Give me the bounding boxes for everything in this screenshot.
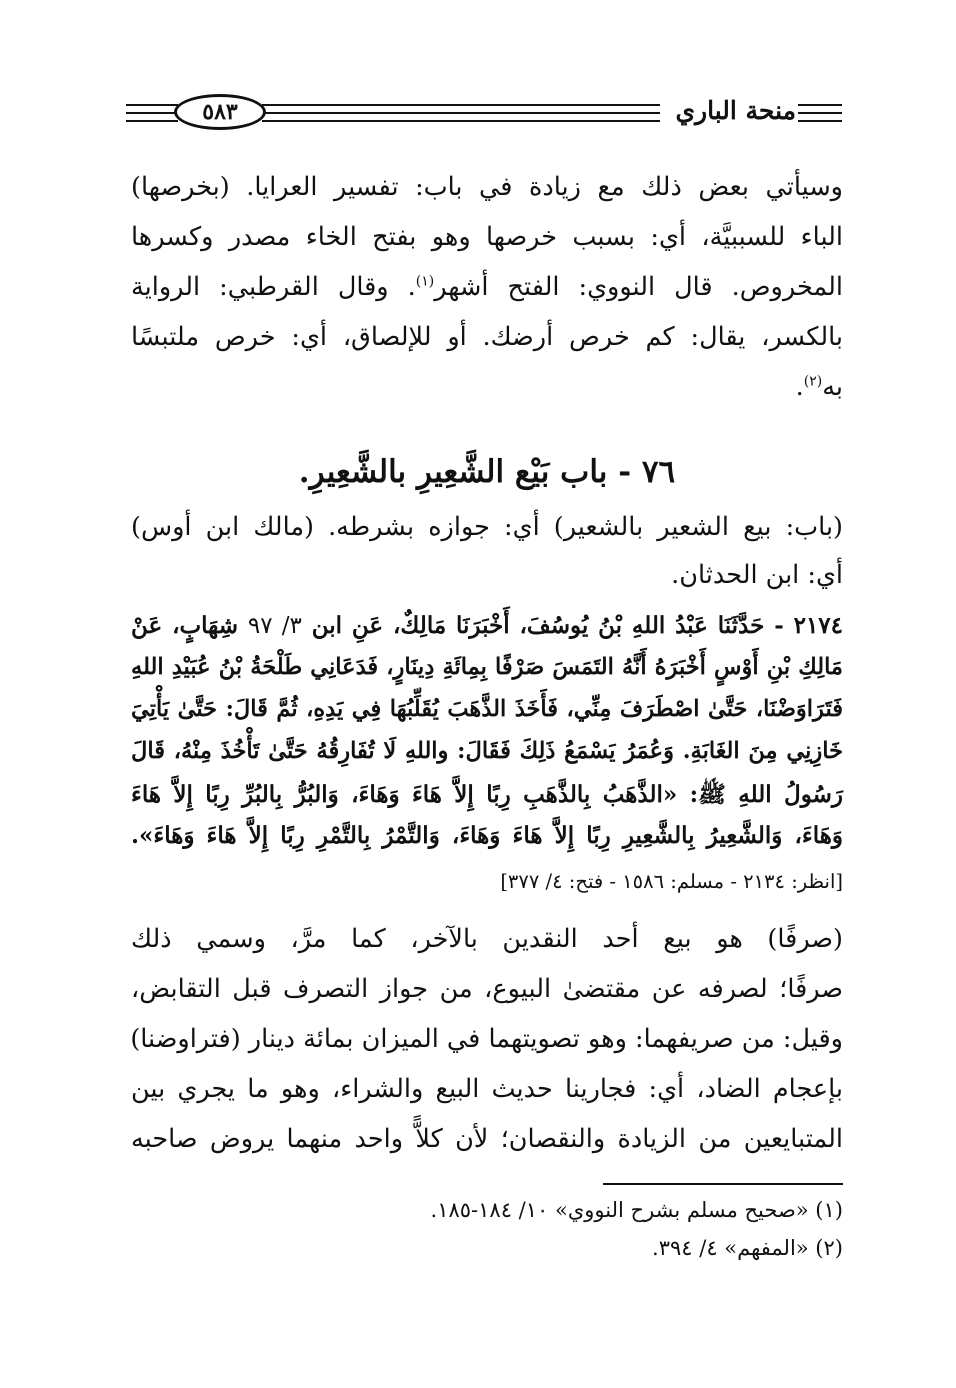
volume-reference: ٣/ ٩٧ <box>247 613 302 639</box>
header-rule <box>262 104 660 106</box>
text-line: وسيأتي بعض ذلك مع زيادة في باب: تفسير العرايا. (بخرصها) <box>131 172 843 202</box>
text-segment: به <box>822 372 843 402</box>
footnote: (٢) «المفهم» ٤/ ٣٩٤. <box>652 1236 843 1260</box>
commentary-line: بإعجام الضاد، أي: فجارينا حديث البيع والشراء، وهو ما يجري بين <box>131 1074 843 1104</box>
hadith-segment: شِهَابٍ، عَنْ <box>131 612 248 639</box>
header-rule <box>126 104 178 106</box>
header-rule <box>262 112 660 114</box>
running-header <box>126 92 842 136</box>
hadith-line: مَالِكِ بْنِ أَوْسٍ أَخْبَرَهُ أَنَّهُ التَمَسَ صَرْفًا بِمِائَةِ دِينَارٍ، فَدَعَانِي طَلْحَةُ بْنُ عُبَيْدِ اللهِ <box>131 654 843 680</box>
page-number: ٥٨٣ <box>174 94 266 130</box>
hadith-line <box>131 612 843 639</box>
text-line: الباء للسببيَّة، أي: بسبب خرصها وهو بفتح الخاء مصدر وكسرها <box>131 222 843 252</box>
commentary-line: المتبايعين من الزيادة والنقصان؛ لأن كلاًّ واحد منهما يروض صاحبه <box>131 1124 843 1154</box>
header-rule <box>798 112 842 114</box>
footnote-separator <box>603 1183 843 1185</box>
cross-reference: [انظر: ٢١٣٤ - مسلم: ١٥٨٦ - فتح: ٤/ ٣٧٧] <box>500 870 843 893</box>
chapter-comment: أي: ابن الحدثان. <box>671 560 843 590</box>
footnote: (١) «صحيح مسلم بشرح النووي» ١٠/ ١٨٤-١٨٥. <box>430 1198 843 1222</box>
chapter-comment: (باب: بيع الشعير بالشعير) أي: جوازه بشرطه. (مالك ابن أوس) <box>131 512 843 542</box>
hadith-line: خَازِنِي مِنَ الغَابَةِ. وَعُمَرُ يَسْمَعُ ذَلِكَ فَقَالَ: واللهِ لَا تُفَارِقُهُ حَتَّىٰ تَأْخُذَ مِنْهُ، قَالَ <box>131 738 843 764</box>
text-segment: . وقال القرطبي: الرواية <box>131 272 416 302</box>
footnote-marker: (٢) <box>803 373 823 390</box>
header-rule <box>798 104 842 106</box>
hadith-line: فَتَرَاوَضْنَا، حَتَّىٰ اصْطَرَفَ مِنِّي، فَأَخَذَ الذَّهَبَ يُقَلِّبُهَا فِي يَدِهِ، ثُمَّ قَالَ: حَتَّىٰ يَأْتِيَ <box>131 696 843 722</box>
book-title: منحة الباري <box>675 96 796 125</box>
hadith-line: رَسُولُ اللهِ ﷺ: «الذَّهَبُ بِالذَّهَبِ رِبًا إِلاَّ هَاءَ وَهَاءَ، وَالبُرُّ بِالبُرِّ رِبًا إِلاَّ هَاءَ <box>131 781 843 808</box>
header-rule <box>126 120 178 122</box>
text-segment: المخروص. قال النووي: الفتح أشهر <box>434 272 843 302</box>
text-segment: . <box>795 372 804 402</box>
header-rule <box>126 112 178 114</box>
chapter-title: ٧٦ - باب بَيْع الشَّعِيرِ بالشَّعِيرِ. <box>298 454 676 490</box>
text-line <box>131 272 843 302</box>
header-rule <box>798 120 842 122</box>
hadith-segment: ٢١٧٤ - حَدَّثَنَا عَبْدُ اللهِ بْنُ يُوسُفَ، أَخْبَرَنَا مَالِكٌ، عَنِ ابن <box>301 612 844 639</box>
commentary-line: (صرفًا) هو بيع أحد النقدين بالآخر، كما مرَّ، وسمي ذلك <box>131 924 843 954</box>
footnote-marker: (١) <box>415 273 435 290</box>
header-rule <box>262 120 660 122</box>
hadith-line: وَهَاءَ، وَالشَّعِيرُ بِالشَّعِيرِ رِبًا إِلاَّ هَاءَ وَهَاءَ، وَالتَّمْرُ بِالتَّمْرِ رِبًا إِلاَّ هَاءَ وَهَاءَ». <box>131 822 843 849</box>
commentary-line: صرفًا؛ لصرفه عن مقتضىٰ البيوع، من جواز التصرف قبل التقابض، <box>131 974 843 1004</box>
text-line <box>131 372 843 402</box>
text-line: بالكسر، يقال: كم خرص أرضك. أو للإلصاق، أي: خرص ملتبسًا <box>131 322 843 352</box>
commentary-line: وقيل: من صريفهما: وهو تصويتهما في الميزان بمائة دينار (فتراوضنا) <box>130 1024 843 1054</box>
